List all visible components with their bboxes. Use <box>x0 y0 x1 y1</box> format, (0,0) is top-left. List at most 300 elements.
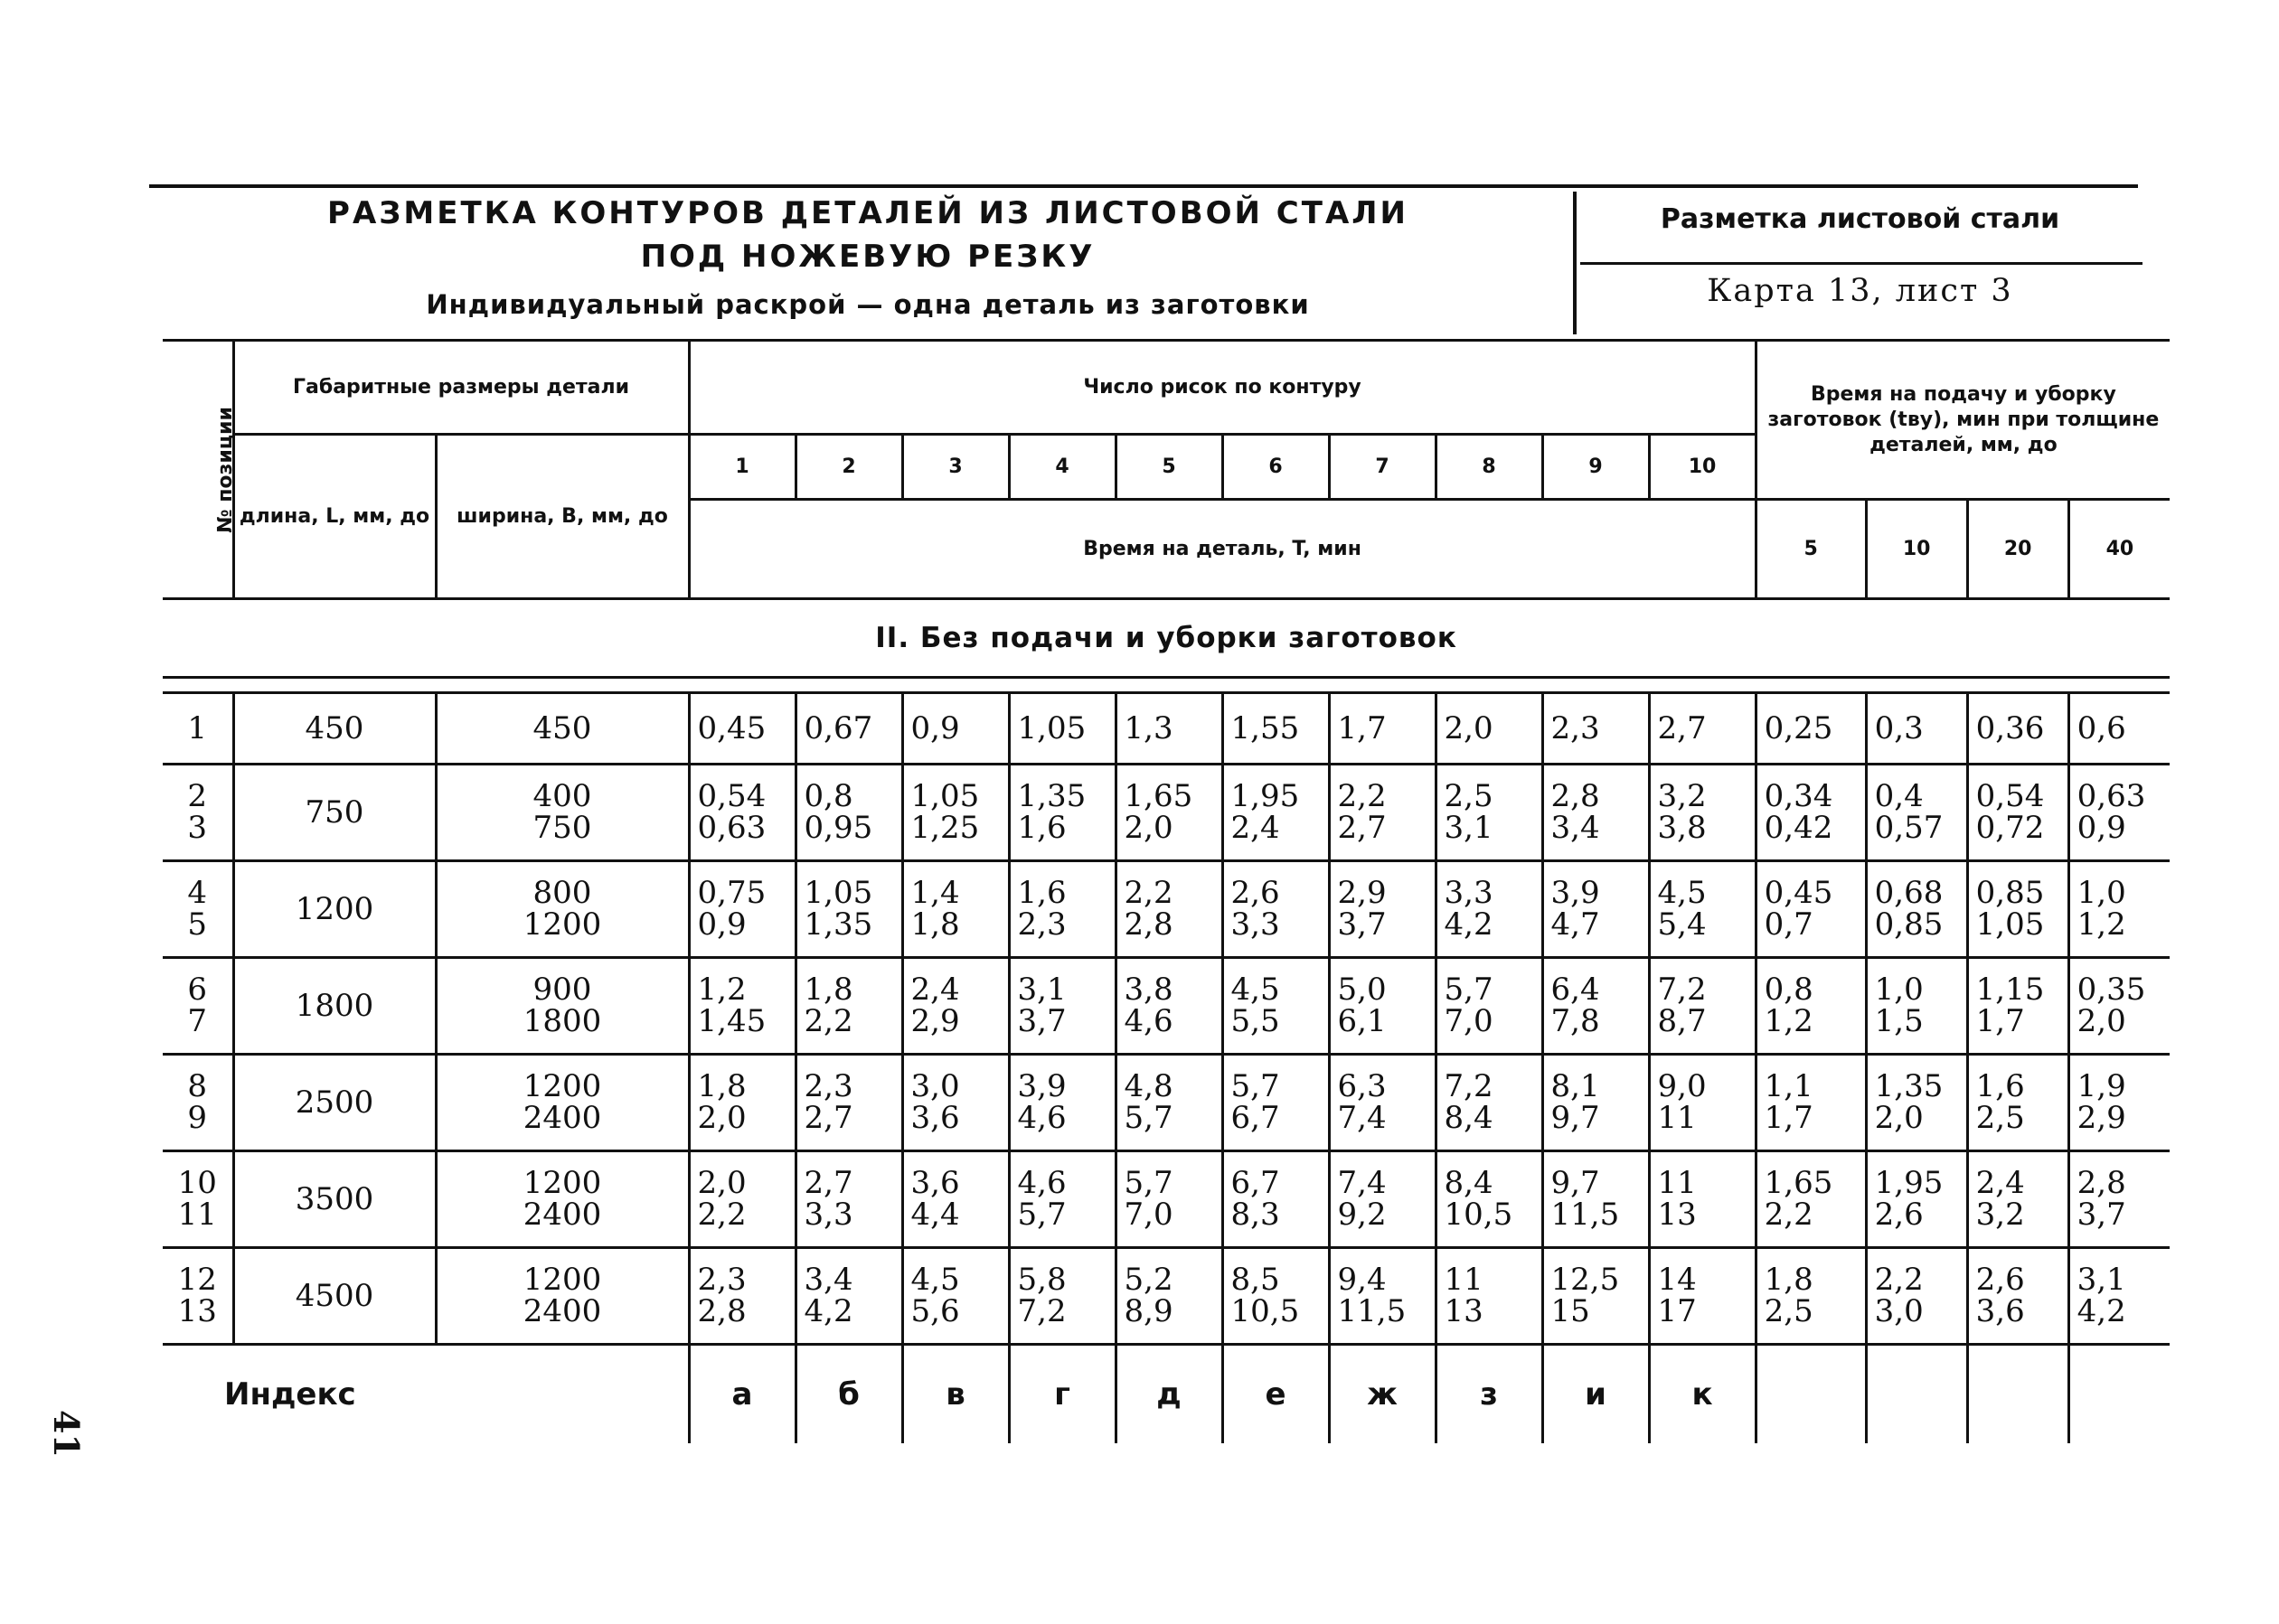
table-row <box>163 1248 2170 1345</box>
cell-value: 4,6 <box>1017 1165 1067 1201</box>
header-divider-vertical <box>1573 192 1577 334</box>
cell-value: 3,9 <box>1550 875 1600 911</box>
cell-value: 1,8 <box>697 1068 747 1104</box>
table-row <box>163 693 2170 765</box>
cell-value: 4,6 <box>1124 1003 1173 1039</box>
table-row <box>163 1055 2170 1151</box>
cell-value: 1,3 <box>1124 709 1173 746</box>
index-empty-cell <box>2068 1345 2170 1444</box>
cell-value: 0,9 <box>910 709 960 746</box>
cell-value: 7,2 <box>1444 1068 1493 1104</box>
cell-value: 1,2 <box>2077 906 2126 943</box>
cell-value: 1,05 <box>1017 709 1087 746</box>
cell-value: 0,8 <box>804 778 853 814</box>
feed-time-cell <box>1756 861 1866 958</box>
feed-time-cell <box>1967 1055 2068 1151</box>
cell-value: 3,8 <box>1124 972 1173 1008</box>
cell-value: 1,1 <box>1764 1068 1813 1104</box>
cell-value: 2,7 <box>804 1100 853 1136</box>
time-cell <box>1649 861 1756 958</box>
index-empty-cell <box>1967 1345 2068 1444</box>
time-cell <box>1329 1248 1436 1345</box>
cell-value: 2,6 <box>1975 1262 2025 1298</box>
cell-value: 8,5 <box>1230 1262 1280 1298</box>
cell-value: 3,7 <box>2077 1197 2126 1233</box>
cell-value: 0,95 <box>804 810 873 846</box>
feed-time-cell <box>1866 1055 1967 1151</box>
time-cell <box>1436 1055 1542 1151</box>
cell-value: 8,4 <box>1444 1165 1493 1201</box>
cell-value: 4,6 <box>1017 1100 1067 1136</box>
feed-time-cell <box>2068 765 2170 861</box>
cell-value: 2,3 <box>697 1262 747 1298</box>
cell-value: 11 <box>177 1197 217 1233</box>
time-cell <box>1009 1055 1116 1151</box>
cell-value: 0,4 <box>1874 778 1924 814</box>
cell-value: 5,7 <box>1017 1197 1067 1233</box>
length-cell: 1800 <box>233 958 436 1055</box>
cell-value: 2,0 <box>2077 1003 2126 1039</box>
cell-value: 1,8 <box>910 906 960 943</box>
cell-value: 0,54 <box>1975 778 2045 814</box>
cell-value: 5,6 <box>910 1293 960 1329</box>
position-cell <box>163 1151 233 1248</box>
position-cell <box>163 861 233 958</box>
time-cell <box>902 1151 1009 1248</box>
cell-value: 0,42 <box>1764 810 1833 846</box>
contour-count-7: 7 <box>1329 435 1436 500</box>
table-row <box>163 765 2170 861</box>
cell-value: 1,7 <box>1975 1003 2025 1039</box>
cell-value: 1,95 <box>1230 778 1300 814</box>
cell-value: 0,7 <box>1764 906 1813 943</box>
page-number: 41 <box>46 1410 87 1458</box>
cell-value: 15 <box>1550 1293 1590 1329</box>
time-cell <box>1436 1248 1542 1345</box>
cell-value: 3,7 <box>1017 1003 1067 1039</box>
cell-value: 2,4 <box>1975 1165 2025 1201</box>
feed-time-cell <box>1756 1248 1866 1345</box>
index-letter: к <box>1649 1345 1756 1444</box>
cell-value: 2,5 <box>1444 778 1493 814</box>
cell-value: 0,72 <box>1975 810 2045 846</box>
time-cell <box>689 1151 796 1248</box>
cell-value: 1,65 <box>1764 1165 1833 1201</box>
time-cell <box>1542 861 1649 958</box>
cell-value: 2,5 <box>1975 1100 2025 1136</box>
cell-value: 0,85 <box>1975 875 2045 911</box>
time-cell <box>902 1055 1009 1151</box>
contour-count-9: 9 <box>1542 435 1649 500</box>
time-cell <box>796 958 902 1055</box>
feed-time-cell <box>2068 861 2170 958</box>
cell-value: 11 <box>1657 1165 1697 1201</box>
index-letter: з <box>1436 1345 1542 1444</box>
contour-marks-header: Число рисок по контуру <box>689 341 1756 435</box>
cell-value: 1,05 <box>1975 906 2045 943</box>
time-cell <box>1542 958 1649 1055</box>
time-cell <box>1649 958 1756 1055</box>
cell-value: 10,5 <box>1444 1197 1513 1233</box>
cell-value: 5,7 <box>1444 972 1493 1008</box>
time-cell <box>902 958 1009 1055</box>
index-letter: г <box>1009 1345 1116 1444</box>
length-cell: 4500 <box>233 1248 436 1345</box>
cell-value: 2,2 <box>1337 778 1387 814</box>
time-cell <box>902 1248 1009 1345</box>
position-cell <box>163 1248 233 1345</box>
feed-time-cell <box>1866 693 1967 765</box>
cell-value: 9,0 <box>1657 1068 1707 1104</box>
feed-time-cell <box>1866 1248 1967 1345</box>
time-cell <box>902 693 1009 765</box>
time-cell <box>1222 861 1329 958</box>
cell-value: 8,4 <box>1444 1100 1493 1136</box>
width-cell <box>436 958 689 1055</box>
width-cell <box>436 861 689 958</box>
time-cell <box>689 765 796 861</box>
cell-value: 3,2 <box>1657 778 1707 814</box>
length-cell: 1200 <box>233 861 436 958</box>
thickness-3: 20 <box>1967 500 2068 599</box>
cell-value: 400 <box>532 778 592 814</box>
cell-value: 5,7 <box>1230 1068 1280 1104</box>
cell-value: 4,5 <box>1230 972 1280 1008</box>
width-cell <box>436 1248 689 1345</box>
cell-value: 1,0 <box>1874 972 1924 1008</box>
width-cell <box>436 1151 689 1248</box>
cell-value: 2,7 <box>804 1165 853 1201</box>
feed-time-cell <box>1756 1151 1866 1248</box>
cell-value: 5,7 <box>1124 1165 1173 1201</box>
cell-value: 1,35 <box>1874 1068 1944 1104</box>
cell-value: 4,5 <box>910 1262 960 1298</box>
cell-value: 6,7 <box>1230 1165 1280 1201</box>
cell-value: 2,0 <box>697 1165 747 1201</box>
time-cell <box>689 693 796 765</box>
cell-value: 0,34 <box>1764 778 1833 814</box>
top-rule <box>149 184 2138 188</box>
cell-value: 1,9 <box>2077 1068 2126 1104</box>
cell-value: 0,54 <box>697 778 767 814</box>
cell-value: 3,3 <box>804 1197 853 1233</box>
cell-value: 1,2 <box>697 972 747 1008</box>
position-number-header: № позиции <box>163 341 233 599</box>
cell-value: 2,9 <box>1337 875 1387 911</box>
cell-value: 13 <box>177 1293 217 1329</box>
table-row <box>163 861 2170 958</box>
cell-value: 17 <box>1657 1293 1697 1329</box>
time-cell <box>1542 1248 1649 1345</box>
cell-value: 2,0 <box>1444 709 1493 746</box>
cell-value: 1,05 <box>910 778 980 814</box>
position-cell <box>163 693 233 765</box>
cell-value: 3,4 <box>804 1262 853 1298</box>
cell-value: 1,7 <box>1337 709 1387 746</box>
time-cell <box>796 765 902 861</box>
cell-value: 3,8 <box>1657 810 1707 846</box>
time-cell <box>1649 693 1756 765</box>
norms-table <box>163 339 2170 1443</box>
cell-value: 1,05 <box>804 875 873 911</box>
contour-count-4: 4 <box>1009 435 1116 500</box>
cell-value: 2,3 <box>1017 906 1067 943</box>
contour-count-3: 3 <box>902 435 1009 500</box>
cell-value: 5,0 <box>1337 972 1387 1008</box>
cell-value: 0,6 <box>2077 709 2126 746</box>
cell-value: 2,4 <box>910 972 960 1008</box>
cell-value: 1800 <box>523 1003 602 1039</box>
time-cell <box>1436 765 1542 861</box>
cell-value: 11 <box>1657 1100 1697 1136</box>
index-row <box>163 1345 2170 1444</box>
time-cell <box>1329 1055 1436 1151</box>
cell-value: 4,7 <box>1550 906 1600 943</box>
position-cell <box>163 1055 233 1151</box>
cell-value: 0,63 <box>697 810 767 846</box>
time-cell <box>902 765 1009 861</box>
feed-time-cell <box>1866 765 1967 861</box>
cell-value: 900 <box>532 972 592 1008</box>
cell-value: 1,45 <box>697 1003 767 1039</box>
cell-value: 1,5 <box>1874 1003 1924 1039</box>
time-cell <box>1116 958 1222 1055</box>
cell-value: 1,6 <box>1975 1068 2025 1104</box>
time-cell <box>689 1248 796 1345</box>
time-cell <box>1009 861 1116 958</box>
cell-value: 2400 <box>523 1100 602 1136</box>
feed-time-cell <box>1967 958 2068 1055</box>
cell-value: 7,8 <box>1550 1003 1600 1039</box>
section-heading: II. Без подачи и уборки заготовок <box>163 599 2170 678</box>
cell-value: 1,4 <box>910 875 960 911</box>
cell-value: 0,45 <box>697 709 767 746</box>
cell-value: 7,4 <box>1337 1165 1387 1201</box>
cell-value: 0,9 <box>2077 810 2126 846</box>
cell-value: 1,35 <box>1017 778 1087 814</box>
cell-value: 1,65 <box>1124 778 1193 814</box>
time-cell <box>796 1248 902 1345</box>
cell-value: 2,2 <box>697 1197 747 1233</box>
cell-value: 11,5 <box>1337 1293 1407 1329</box>
cell-value: 3,6 <box>1975 1293 2025 1329</box>
time-cell <box>1329 861 1436 958</box>
cell-value: 9,4 <box>1337 1262 1387 1298</box>
time-cell <box>1542 1151 1649 1248</box>
cell-value: 3,6 <box>910 1165 960 1201</box>
time-cell <box>1009 693 1116 765</box>
width-header: ширина, B, мм, до <box>436 435 689 599</box>
header-title-block <box>163 192 1573 336</box>
cell-value: 11,5 <box>1550 1197 1620 1233</box>
time-cell <box>1542 693 1649 765</box>
time-cell <box>1649 765 1756 861</box>
index-empty-cell <box>1756 1345 1866 1444</box>
cell-value: 1200 <box>523 1068 602 1104</box>
cell-value: 1,2 <box>1764 1003 1813 1039</box>
time-cell <box>689 958 796 1055</box>
time-cell <box>1649 1055 1756 1151</box>
time-cell <box>1222 693 1329 765</box>
feed-time-cell <box>1866 1151 1967 1248</box>
length-cell: 2500 <box>233 1055 436 1151</box>
time-cell <box>1436 693 1542 765</box>
header-right-divider <box>1580 262 2142 265</box>
cell-value: 1,8 <box>804 972 853 1008</box>
cell-value: 2,0 <box>1874 1100 1924 1136</box>
width-cell <box>436 693 689 765</box>
cell-value: 2,0 <box>697 1100 747 1136</box>
time-cell <box>1436 958 1542 1055</box>
table-row <box>163 958 2170 1055</box>
time-cell <box>1649 1248 1756 1345</box>
time-cell <box>796 861 902 958</box>
position-cell <box>163 765 233 861</box>
cell-value: 0,25 <box>1764 709 1833 746</box>
cell-value: 1,15 <box>1975 972 2045 1008</box>
feed-time-cell <box>1967 765 2068 861</box>
width-cell <box>436 1055 689 1151</box>
position-cell <box>163 958 233 1055</box>
time-cell <box>1329 1151 1436 1248</box>
cell-value: 3,1 <box>1444 810 1493 846</box>
cell-value: 5 <box>187 906 208 943</box>
index-letter: б <box>796 1345 902 1444</box>
cell-value: 7,4 <box>1337 1100 1387 1136</box>
cell-value: 5,4 <box>1657 906 1707 943</box>
time-cell <box>1009 765 1116 861</box>
cell-value: 12,5 <box>1550 1262 1620 1298</box>
cell-value: 2,2 <box>1124 875 1173 911</box>
cell-value: 3,3 <box>1444 875 1493 911</box>
time-cell <box>1009 958 1116 1055</box>
cell-value: 5,5 <box>1230 1003 1280 1039</box>
cell-value: 9,2 <box>1337 1197 1387 1233</box>
time-cell <box>1222 1248 1329 1345</box>
feed-time-cell <box>1967 1248 2068 1345</box>
cell-value: 7,0 <box>1124 1197 1173 1233</box>
cell-value: 8,7 <box>1657 1003 1707 1039</box>
time-cell <box>1222 1151 1329 1248</box>
thickness-2: 10 <box>1866 500 1967 599</box>
time-cell <box>1009 1248 1116 1345</box>
time-cell <box>1116 1151 1222 1248</box>
time-cell <box>1116 1055 1222 1151</box>
norms-table-wrapper <box>163 339 2160 1443</box>
time-cell <box>1436 1151 1542 1248</box>
cell-value: 2,9 <box>2077 1100 2126 1136</box>
length-cell: 750 <box>233 765 436 861</box>
cell-value: 2,5 <box>1764 1293 1813 1329</box>
index-empty-cell <box>1866 1345 1967 1444</box>
cell-value: 450 <box>532 709 592 746</box>
cell-value: 0,3 <box>1874 709 1924 746</box>
cell-value: 12 <box>177 1262 217 1298</box>
cell-value: 2 <box>187 778 208 814</box>
cell-value: 0,45 <box>1764 875 1833 911</box>
time-cell <box>1116 1248 1222 1345</box>
cell-value: 750 <box>532 810 592 846</box>
cell-value: 1,25 <box>910 810 980 846</box>
time-cell <box>1116 861 1222 958</box>
index-letter: в <box>902 1345 1009 1444</box>
cell-value: 14 <box>1657 1262 1697 1298</box>
cell-value: 6,7 <box>1230 1100 1280 1136</box>
feed-time-cell <box>1967 693 2068 765</box>
cell-value: 4,4 <box>910 1197 960 1233</box>
cell-value: 6 <box>187 972 208 1008</box>
cell-value: 5,7 <box>1124 1100 1173 1136</box>
cell-value: 10,5 <box>1230 1293 1300 1329</box>
cell-value: 800 <box>532 875 592 911</box>
cell-value: 0,35 <box>2077 972 2146 1008</box>
cell-value: 1,95 <box>1874 1165 1944 1201</box>
cell-value: 2,8 <box>1550 778 1600 814</box>
feed-time-cell <box>1967 1151 2068 1248</box>
cell-value: 2,7 <box>1337 810 1387 846</box>
cell-value: 3,0 <box>1874 1293 1924 1329</box>
feed-time-cell <box>1756 765 1866 861</box>
cell-value: 9,7 <box>1550 1100 1600 1136</box>
cell-value: 9,7 <box>1550 1165 1600 1201</box>
feed-time-header: Время на подачу и уборку заготовок (tву), мин при толщине деталей, мм, до <box>1756 341 2170 500</box>
cell-value: 2,6 <box>1230 875 1280 911</box>
feed-time-cell <box>2068 1151 2170 1248</box>
cell-value: 1,6 <box>1017 875 1067 911</box>
cell-value: 2,7 <box>1657 709 1707 746</box>
cell-value: 1,0 <box>2077 875 2126 911</box>
title-line-1: РАЗМЕТКА КОНТУРОВ ДЕТАЛЕЙ ИЗ ЛИСТОВОЙ СТАЛИ <box>327 195 1408 231</box>
time-cell <box>1542 1055 1649 1151</box>
time-per-part-header: Время на деталь, T, мин <box>689 500 1756 599</box>
feed-time-cell <box>2068 1248 2170 1345</box>
index-letter: ж <box>1329 1345 1436 1444</box>
cell-value: 3,1 <box>2077 1262 2126 1298</box>
cell-value: 0,68 <box>1874 875 1944 911</box>
cell-value: 4 <box>187 875 208 911</box>
contour-count-8: 8 <box>1436 435 1542 500</box>
cell-value: 2,3 <box>804 1068 853 1104</box>
cell-value: 2,2 <box>804 1003 853 1039</box>
table-row <box>163 1151 2170 1248</box>
dimensions-header: Габаритные размеры детали <box>233 341 689 435</box>
cell-value: 4,5 <box>1657 875 1707 911</box>
time-cell <box>1222 1055 1329 1151</box>
time-cell <box>1542 765 1649 861</box>
cell-value: 0,67 <box>804 709 873 746</box>
feed-time-cell <box>2068 1055 2170 1151</box>
cell-value: 4,2 <box>1444 906 1493 943</box>
time-cell <box>1222 765 1329 861</box>
time-cell <box>1329 765 1436 861</box>
time-cell <box>1116 765 1222 861</box>
cell-value: 5,2 <box>1124 1262 1173 1298</box>
cell-value: 13 <box>1657 1197 1697 1233</box>
index-letter: е <box>1222 1345 1329 1444</box>
cell-value: 1,6 <box>1017 810 1067 846</box>
cell-value: 5,8 <box>1017 1262 1067 1298</box>
cell-value: 4,2 <box>2077 1293 2126 1329</box>
width-cell <box>436 765 689 861</box>
cell-value: 3,2 <box>1975 1197 2025 1233</box>
cell-value: 1,7 <box>1764 1100 1813 1136</box>
cell-value: 8 <box>187 1068 208 1104</box>
cell-value: 1,8 <box>1764 1262 1813 1298</box>
cell-value: 3,7 <box>1337 906 1387 943</box>
cell-value: 3,3 <box>1230 906 1280 943</box>
cell-value: 7,2 <box>1017 1293 1067 1329</box>
cell-value: 13 <box>1444 1293 1483 1329</box>
